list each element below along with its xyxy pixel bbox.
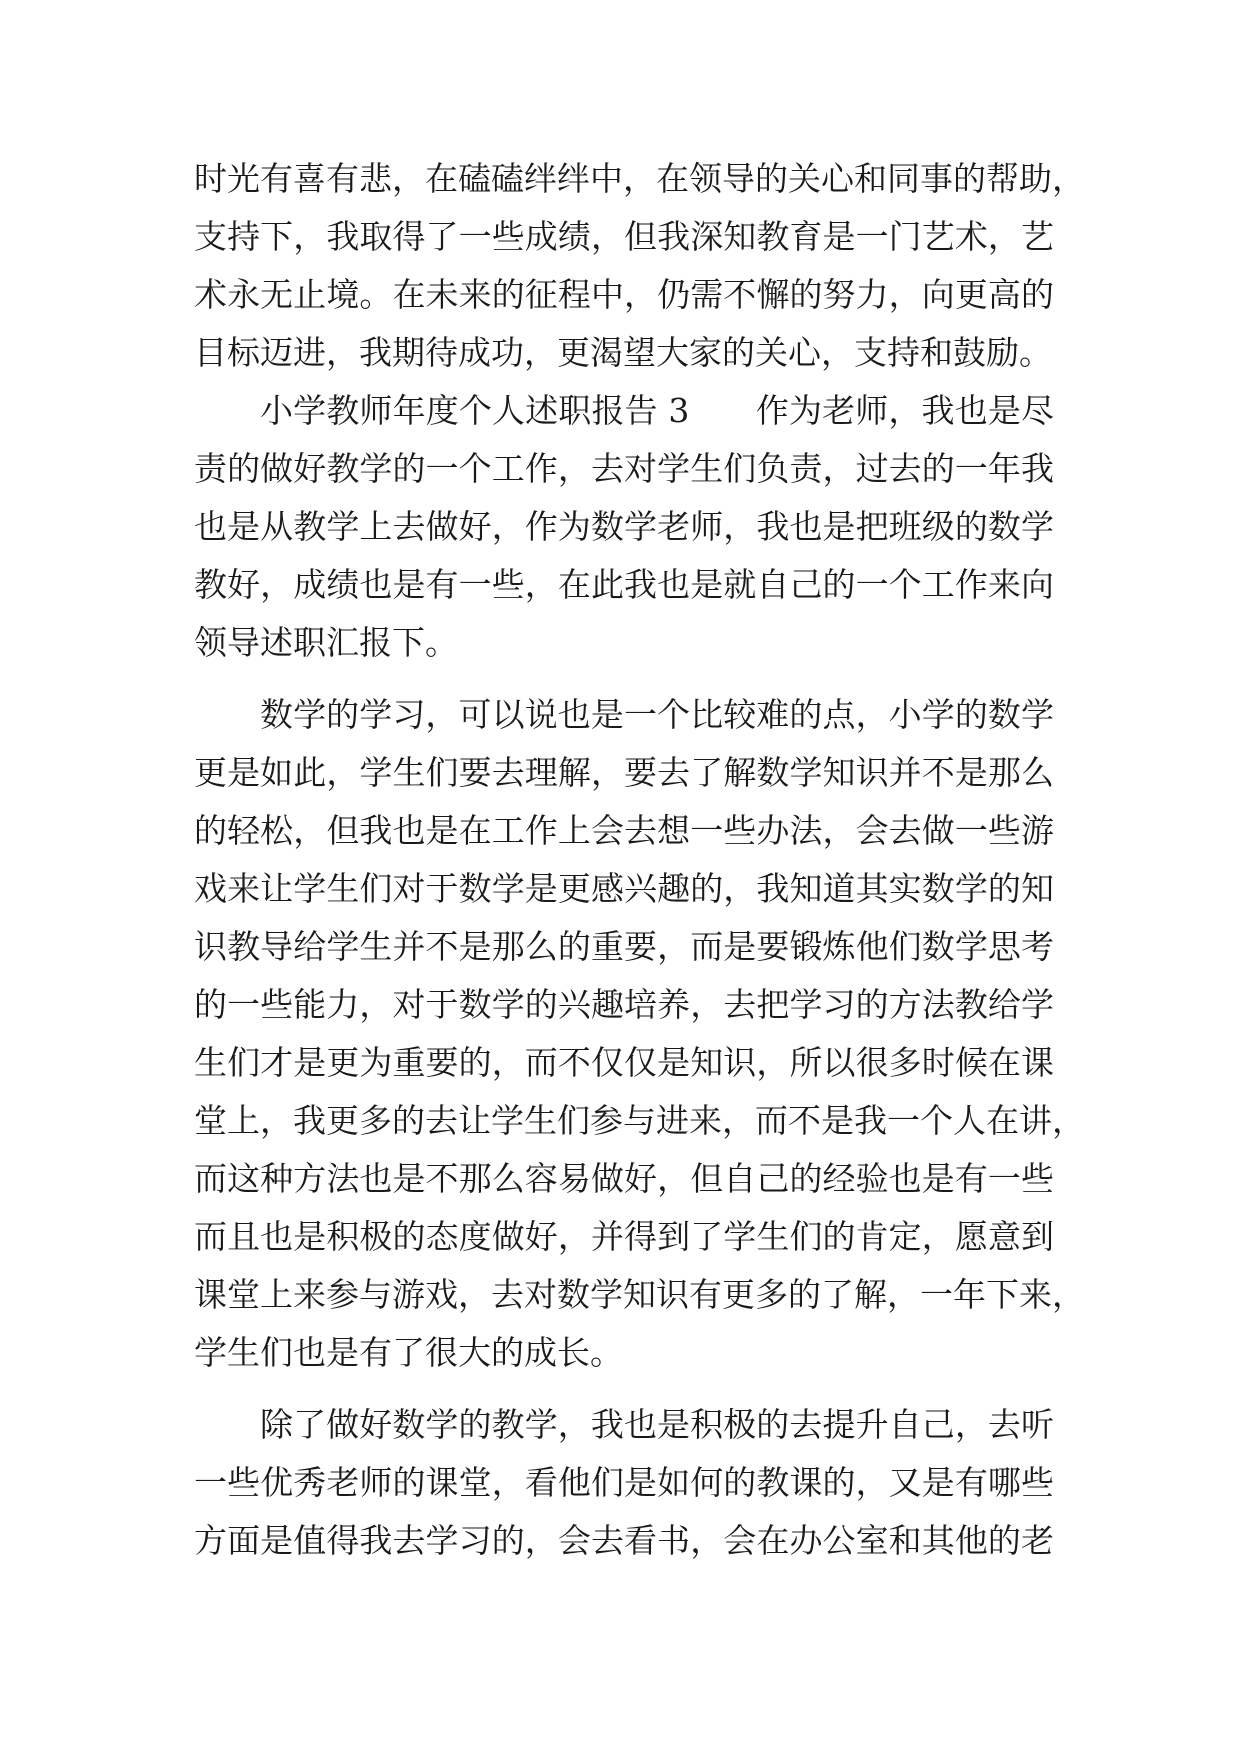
text-line: 术永无止境。在未来的征程中，仍需不懈的努力，向更高的 <box>194 275 1054 314</box>
document-body <box>194 150 1085 1570</box>
text-line: 领导述职汇报下。 <box>194 623 458 662</box>
text-line: 而且也是积极的态度做好，并得到了学生们的肯定，愿意到 <box>194 1217 1054 1256</box>
text-line: 的一些能力，对于数学的兴趣培养，去把学习的方法教给学 <box>194 985 1054 1024</box>
text-line: 一些优秀老师的课堂，看他们是如何的教课的，又是有哪些 <box>194 1463 1054 1502</box>
text-line: 堂上，我更多的去让学生们参与进来，而不是我一个人在讲， <box>194 1101 1085 1140</box>
text-line: 方面是值得我去学习的，会去看书，会在办公室和其他的老 <box>194 1521 1054 1560</box>
paragraph <box>194 1396 1054 1570</box>
text-line: 支持下，我取得了一些成绩，但我深知教育是一门艺术，艺 <box>194 217 1054 256</box>
text-line: 而这种方法也是不那么容易做好，但自己的经验也是有一些 <box>194 1159 1054 1198</box>
text-line: 的轻松，但我也是在工作上会去想一些办法，会去做一些游 <box>194 811 1054 850</box>
text-line: 目标迈进，我期待成功，更渴望大家的关心，支持和鼓励。 <box>194 333 1052 372</box>
text-line: 教好，成绩也是有一些，在此我也是就自己的一个工作来向 <box>194 565 1054 604</box>
text-line: 责的做好教学的一个工作，去对学生们负责，过去的一年我 <box>194 449 1054 488</box>
paragraph <box>194 150 1085 382</box>
paragraph <box>194 686 1085 1382</box>
text-line: 生们才是更为重要的，而不仅仅是知识，所以很多时候在课 <box>194 1043 1054 1082</box>
paragraph <box>194 382 1054 672</box>
text-line: 除了做好数学的教学，我也是积极的去提升自己，去听 <box>260 1405 1054 1444</box>
text-line: 也是从教学上去做好，作为数学老师，我也是把班级的数学 <box>194 507 1054 546</box>
text-line: 数学的学习，可以说也是一个比较难的点，小学的数学 <box>260 695 1054 734</box>
text-line: 小学教师年度个人述职报告 3 作为老师，我也是尽 <box>260 391 1054 430</box>
text-line: 更是如此，学生们要去理解，要去了解数学知识并不是那么 <box>194 753 1054 792</box>
text-line: 戏来让学生们对于数学是更感兴趣的，我知道其实数学的知 <box>194 869 1054 908</box>
text-line: 课堂上来参与游戏，去对数学知识有更多的了解，一年下来， <box>194 1275 1085 1314</box>
text-line: 识教导给学生并不是那么的重要，而是要锻炼他们数学思考 <box>194 927 1054 966</box>
text-line: 时光有喜有悲，在磕磕绊绊中，在领导的关心和同事的帮助， <box>194 159 1085 198</box>
text-line: 学生们也是有了很大的成长。 <box>194 1333 623 1372</box>
